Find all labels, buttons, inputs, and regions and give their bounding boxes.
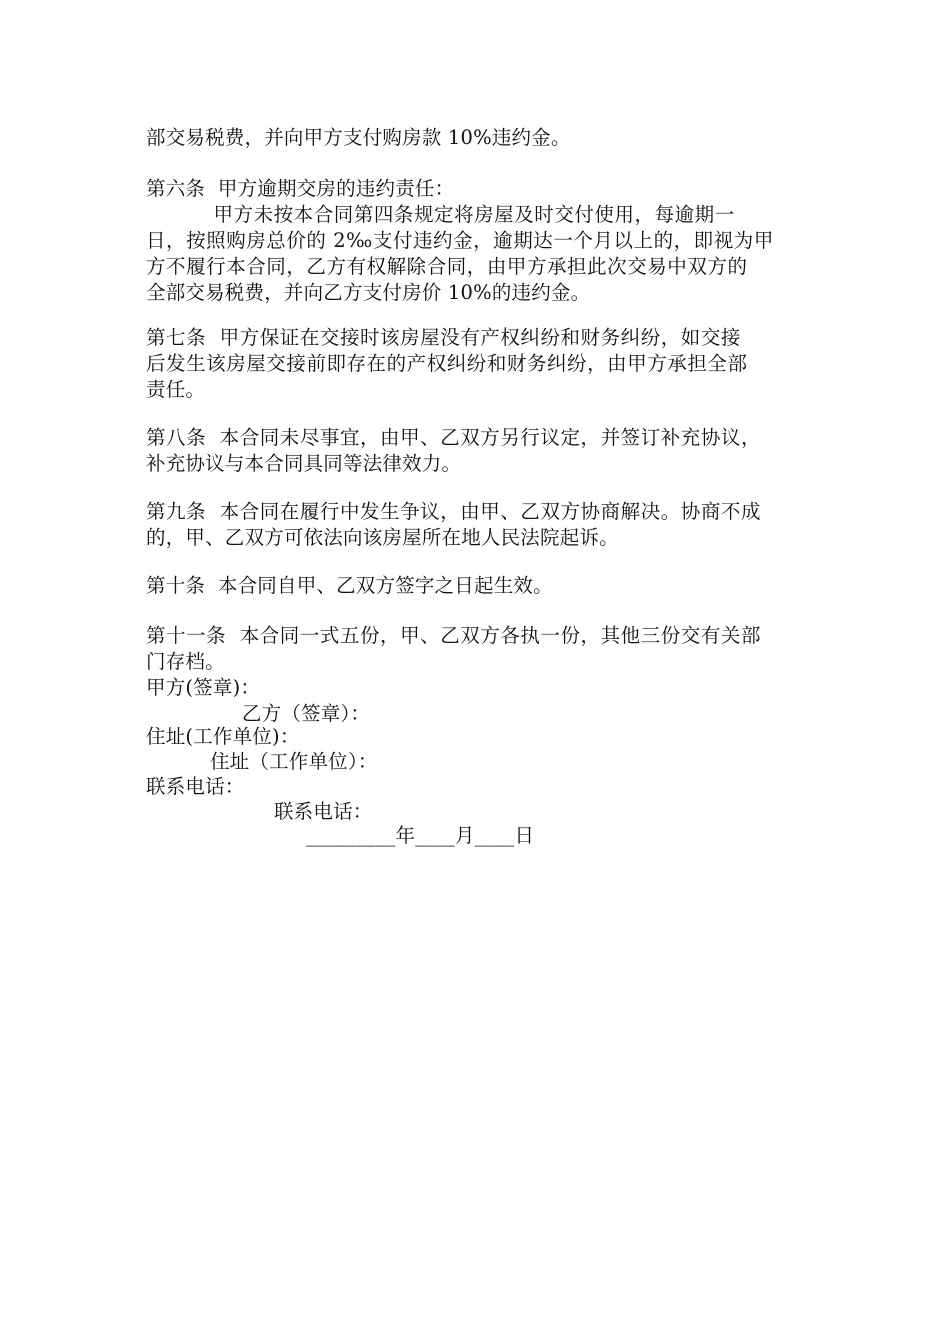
- article6-heading: 第六条 甲方逾期交房的违约责任：: [146, 177, 455, 200]
- article11-line-1: 第十一条 本合同一式五份，甲、乙双方各执一份，其他三份交有关部: [146, 624, 761, 647]
- article7-line-2: 后发生该房屋交接前即存在的产权纠纷和财务纠纷，由甲方承担全部: [146, 352, 748, 375]
- party-a-address: 住址(工作单位)：: [146, 725, 300, 748]
- article6-line-4: 全部交易税费，并向乙方支付房价 10%的违约金。: [146, 281, 591, 304]
- party-b-address: 住址（工作单位）：: [146, 750, 378, 773]
- party-a-phone: 联系电话：: [146, 775, 245, 798]
- article8-line-1: 第八条 本合同未尽事宜，由甲、乙双方另行议定，并签订补充协议，: [146, 426, 761, 449]
- article9-line-2: 的，甲、乙双方可依法向该房屋所在地人民法院起诉。: [146, 526, 619, 549]
- article9-line-1: 第九条 本合同在履行中发生争议，由甲、乙双方协商解决。协商不成: [146, 500, 761, 523]
- article7-line-3: 责任。: [146, 378, 206, 401]
- date-line: _________年____月____日: [146, 824, 535, 847]
- article6-line-3: 方不履行本合同，乙方有权解除合同，由甲方承担此次交易中双方的: [146, 255, 748, 278]
- party-b-sign: 乙方（签章）：: [146, 702, 371, 725]
- article11-line-2: 门存档。: [146, 650, 225, 673]
- article8-line-2: 补充协议与本合同具同等法律效力。: [146, 452, 462, 475]
- article6-line-1: 甲方未按本合同第四条规定将房屋及时交付使用，每逾期一: [146, 203, 735, 226]
- article5-tail: 部交易税费，并向甲方支付购房款 10%违约金。: [146, 126, 571, 149]
- article6-line-2: 日，按照购房总价的 2‰支付违约金，逾期达一个月以上的，即视为甲: [146, 229, 774, 252]
- article7-line-1: 第七条 甲方保证在交接时该房屋没有产权纠纷和财务纠纷，如交接: [146, 326, 741, 349]
- article10: 第十条 本合同自甲、乙双方签字之日起生效。: [146, 574, 553, 597]
- party-a-sign: 甲方(签章)：: [146, 676, 261, 699]
- party-b-phone: 联系电话：: [146, 800, 373, 823]
